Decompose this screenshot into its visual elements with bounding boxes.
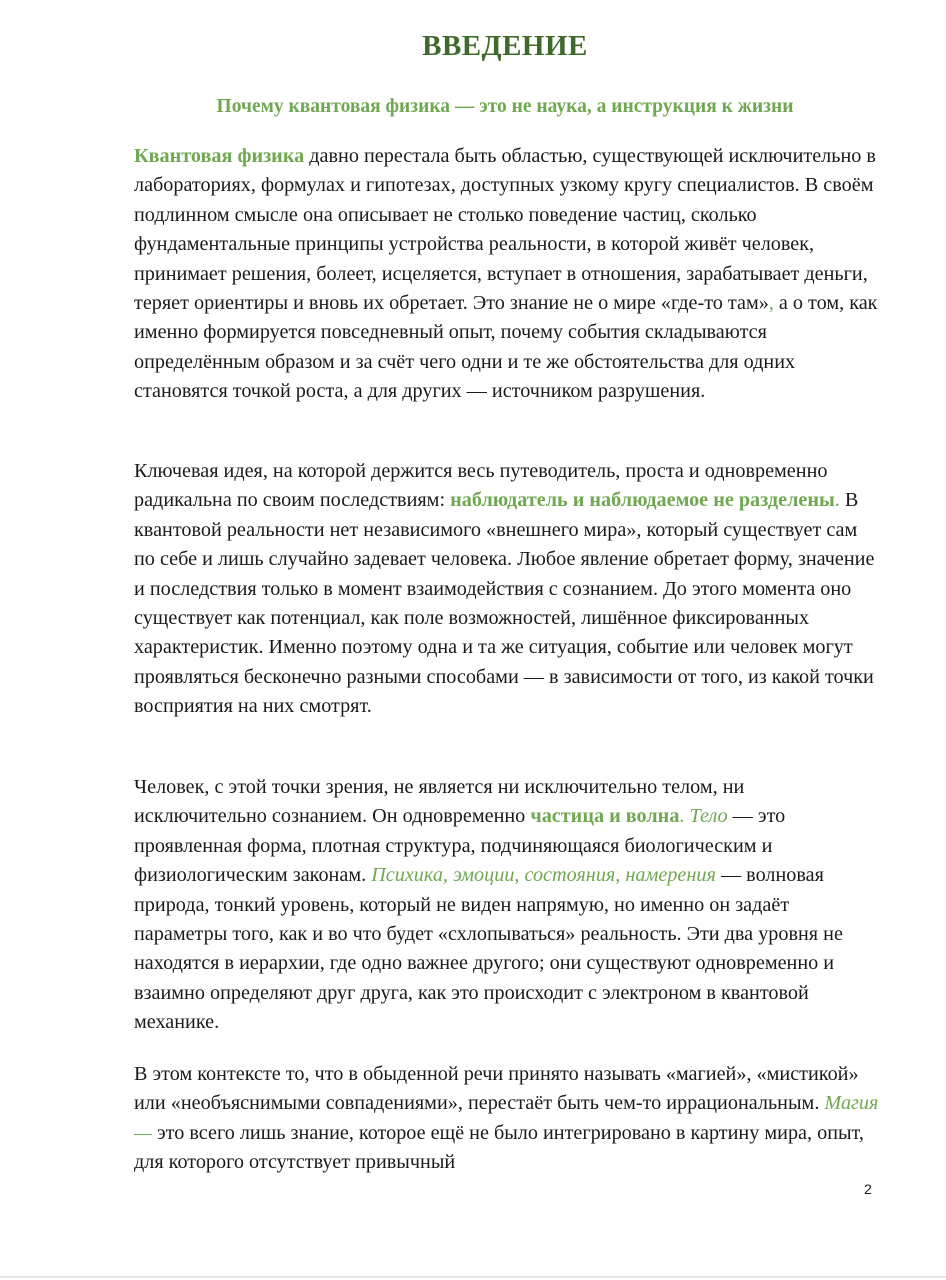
paragraph-text: В этом контексте то, что в обыденной речи принято называть «магией», «мистикой» или «необъяснимыми совпадениями», перестаёт быть чем-то иррациональным. xyxy=(134,1063,859,1115)
highlight-term: наблюдатель и наблюдаемое не разделены xyxy=(450,489,835,512)
paragraph-3 xyxy=(134,773,880,1038)
paragraph-4 xyxy=(134,1060,880,1178)
paragraph-text: В квантовой реальности нет независимого «внешнего мира», который существует сам по себе и лишь случайно задевает человека. Любое явление обретает форму, значение и последствия только в момент взаимодействия с сознанием. До этого момента оно существует как потенциал, как поле возможностей, лишённое фиксированных характеристик. Именно поэтому одна и та же ситуация, событие или человек могут проявляться бесконечно разными способами — в зависимости от того, из какой точки восприятия на них смотрят. xyxy=(134,489,875,718)
highlight-period: . xyxy=(834,489,840,512)
paragraph-1 xyxy=(134,142,880,407)
highlight-italic-term: Тело xyxy=(689,805,728,828)
paragraph-text: давно перестала быть областью, существующей исключительно в лабораториях, формулах и гипотезах, доступных узкому кругу специалистов. В своём подлинном смысле она описывает не столько поведение частиц, сколько фундаментальные принципы устройства реальности, в которой живёт человек, принимает решения, болеет, исцеляется, вступает в отношения, зарабатывает деньги, теряет ориентиры и вновь их обретает. Это знание не о мире «где-то там» xyxy=(134,145,876,315)
chapter-title: ВВЕДЕНИЕ xyxy=(422,30,588,62)
paragraph-text: Человек, с этой точки зрения, не является ни исключительно телом, ни исключительно сознанием. Он одновременно xyxy=(134,776,745,828)
paragraph-text: — волновая природа, тонкий уровень, который не виден напрямую, но именно он задаёт параметры того, как и во что будет «схлопываться» реальность. Эти два уровня не находятся в иерархии, где одно важнее другого; они существуют одновременно и взаимно определяют друг друга, как это происходит с электроном в квантовой механике. xyxy=(134,864,843,1034)
paragraph-2 xyxy=(134,457,880,722)
paragraph-text: это всего лишь знание, которое ещё не было интегрировано в картину мира, опыт, для которого отсутствует привычный xyxy=(134,1121,864,1174)
highlight-italic-term: Психика, эмоции, состояния, намерения xyxy=(371,864,716,887)
highlight-comma: , xyxy=(768,292,774,315)
paragraph-text: Ключевая идея, на которой держится весь путеводитель, проста и одновременно радикальна по своим последствиям: xyxy=(134,460,828,512)
highlight-period: . xyxy=(679,805,690,828)
highlight-term: частица и волна xyxy=(530,805,680,828)
paragraph-text: — это проявленная форма, плотная структура, подчиняющаяся биологическим и физиологическим законам. xyxy=(134,805,786,887)
page-bottom-edge xyxy=(0,1276,946,1278)
paragraph-text: а о том, как именно формируется повседневный опыт, почему события складываются определённым образом и за счёт чего одни и те же обстоятельства для одних становятся точкой роста, а для других — источником разрушения. xyxy=(134,292,878,403)
page-number: 2 xyxy=(864,1181,872,1197)
highlight-term: Квантовая физика xyxy=(134,145,305,167)
highlight-italic-term: Магия — xyxy=(134,1092,879,1144)
chapter-subtitle: Почему квантовая физика — это не наука, а инструкция к жизни xyxy=(216,96,794,117)
